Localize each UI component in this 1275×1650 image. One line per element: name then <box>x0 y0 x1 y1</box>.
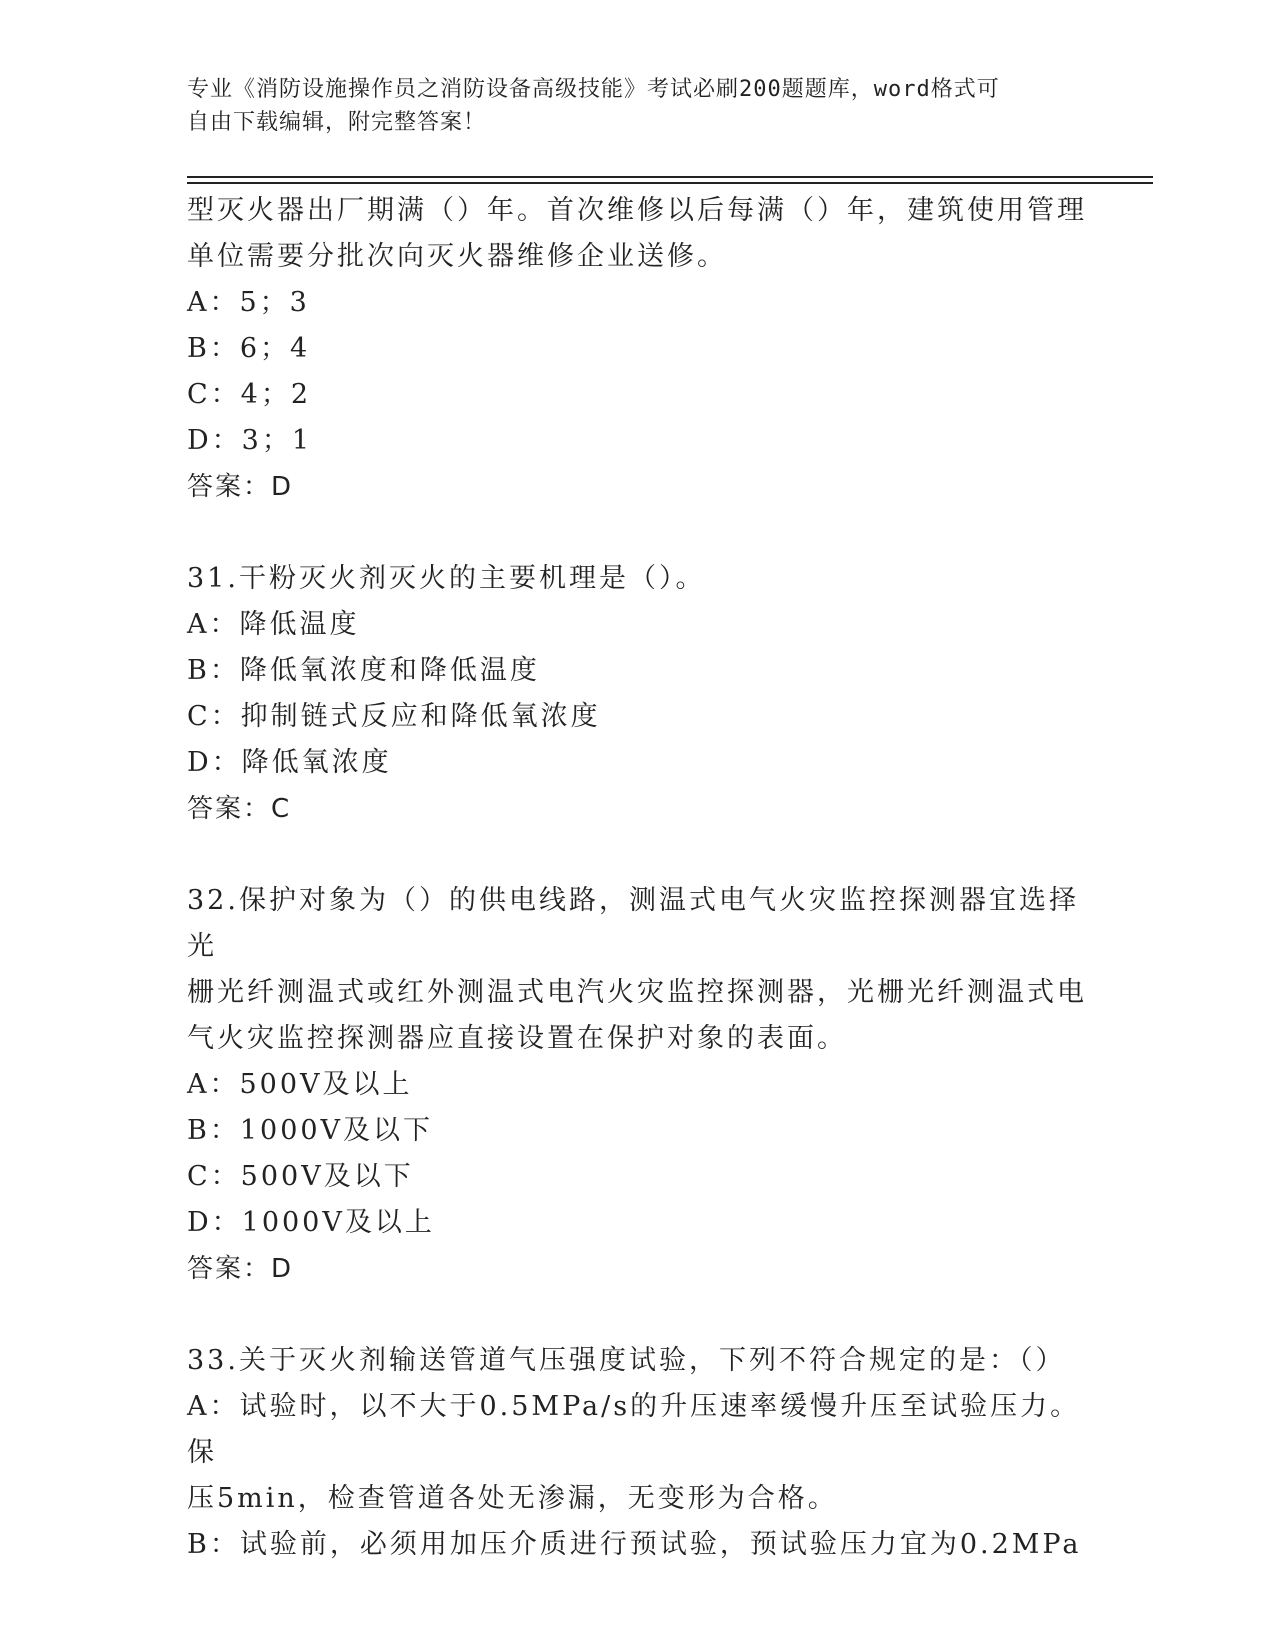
question-stem-line: 31.干粉灭火剂灭火的主要机理是（）。 <box>187 563 706 594</box>
option-c: C：4；2 <box>187 379 312 410</box>
option-d: D：降低氧浓度 <box>187 747 392 778</box>
question-list <box>187 188 1087 1568</box>
spacer <box>187 1292 1087 1338</box>
question-stem <box>187 878 1087 1062</box>
question-33 <box>187 1338 1087 1568</box>
spacer <box>187 510 1087 556</box>
question-stem <box>187 1338 1087 1384</box>
option-a: A：500V及以上 <box>187 1069 413 1100</box>
option-a: A：5；3 <box>187 287 310 318</box>
option-b: B：1000V及以下 <box>187 1115 434 1146</box>
question-stem-line: 气火灾监控探测器应直接设置在保护对象的表面。 <box>187 1023 847 1054</box>
header-line-1: 专业《消防设施操作员之消防设备高级技能》考试必刷200题题库，word格式可 <box>187 77 1000 102</box>
option-a: A：降低温度 <box>187 609 360 640</box>
option-c: C：抑制链式反应和降低氧浓度 <box>187 701 601 732</box>
question-30 <box>187 188 1087 510</box>
answer: 答案：D <box>187 1254 294 1284</box>
option-b: B：降低氧浓度和降低温度 <box>187 655 540 686</box>
question-stem-line: 单位需要分批次向灭火器维修企业送修。 <box>187 241 727 272</box>
question-stem <box>187 188 1087 280</box>
document-header <box>187 73 1067 139</box>
option-b: B：6；4 <box>187 333 311 364</box>
header-divider-top <box>187 176 1153 178</box>
option-line: A：试验时，以不大于0.5MPa/s的升压速率缓慢升压至试验压力。保 <box>187 1391 1081 1468</box>
option-d: D：1000V及以上 <box>187 1207 435 1238</box>
question-stem-line: 栅光纤测温式或红外测温式电汽火灾监控探测器，光栅光纤测温式电 <box>187 977 1087 1008</box>
option-a <box>187 1384 1087 1522</box>
option-line: 压5min，检查管道各处无渗漏，无变形为合格。 <box>187 1483 838 1514</box>
option-line: B：试验前，必须用加压介质进行预试验，预试验压力宜为0.2MPa <box>187 1529 1082 1560</box>
question-stem-line: 型灭火器出厂期满（）年。首次维修以后每满（）年，建筑使用管理 <box>187 195 1087 226</box>
option-b <box>187 1522 1087 1568</box>
question-31 <box>187 556 1087 832</box>
question-stem-line: 33.关于灭火剂输送管道气压强度试验，下列不符合规定的是：（） <box>187 1345 1066 1376</box>
spacer <box>187 832 1087 878</box>
question-stem <box>187 556 1087 602</box>
option-d: D：3；1 <box>187 425 313 456</box>
question-32 <box>187 878 1087 1292</box>
option-c: C：500V及以下 <box>187 1161 414 1192</box>
question-stem-line: 32.保护对象为（）的供电线路，测温式电气火灾监控探测器宜选择光 <box>187 885 1079 962</box>
answer: 答案：D <box>187 472 294 502</box>
answer: 答案：C <box>187 794 292 824</box>
header-line-2: 自由下载编辑，附完整答案！ <box>187 110 487 135</box>
header-divider-bottom <box>187 182 1153 184</box>
